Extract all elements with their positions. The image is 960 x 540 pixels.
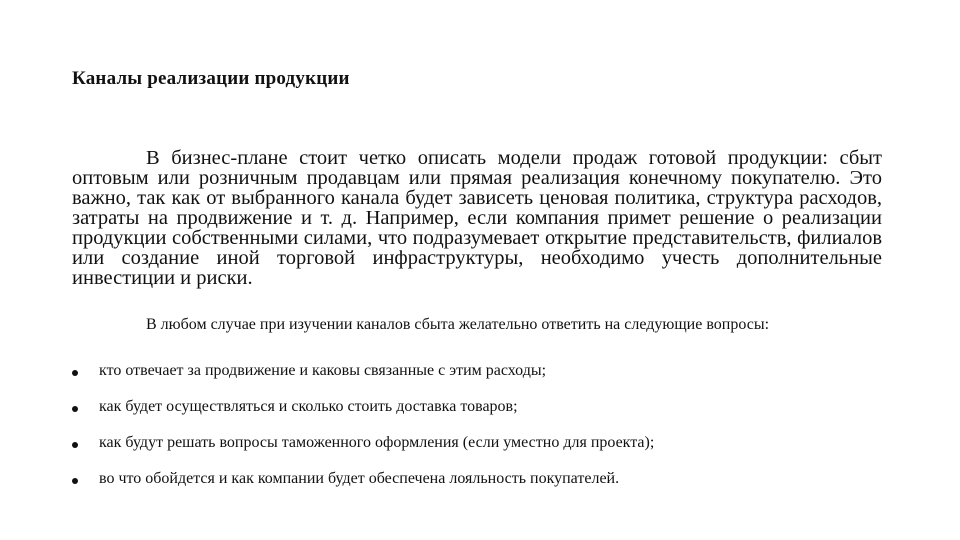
bullet-list xyxy=(72,360,654,504)
bullet-text: как будут решать вопросы таможенного оформления (если уместно для проекта); xyxy=(99,434,655,451)
list-item xyxy=(72,360,654,396)
bullet-text: кто отвечает за продвижение и каковы связанные с этим расходы; xyxy=(99,362,547,379)
list-item xyxy=(72,468,654,504)
bullet-dot-icon xyxy=(72,370,78,376)
bullet-text: во что обойдется и как компании будет обеспечена лояльность покупателей. xyxy=(99,470,620,487)
bullet-text: как будет осуществляться и сколько стоить доставка товаров; xyxy=(99,398,518,415)
bullet-dot-icon xyxy=(72,406,78,412)
list-item xyxy=(72,396,654,432)
bullet-dot-icon xyxy=(72,442,78,448)
main-paragraph: В бизнес-плане стоит четко описать модели продаж готовой продукции: сбыт оптовым или розничным продавцам или прямая реализация конечному покупателю. Это важно, так как от выбранного канала будет зависеть ценовая политика, структура расходов, затраты на продвижение и т. д. Например, если компания примет решение о реализации продукции собственными силами, что подразумевает открытие представительств, филиалов или создание иной торговой инфраструктуры, необходимо учесть дополнительные инвестиции и риски. xyxy=(72,147,882,289)
questions-paragraph: В любом случае при изучении каналов сбыта желательно ответить на следующие вопросы: xyxy=(146,316,770,333)
document-title: Каналы реализации продукции xyxy=(72,68,350,89)
list-item xyxy=(72,432,654,468)
bullet-dot-icon xyxy=(72,478,78,484)
